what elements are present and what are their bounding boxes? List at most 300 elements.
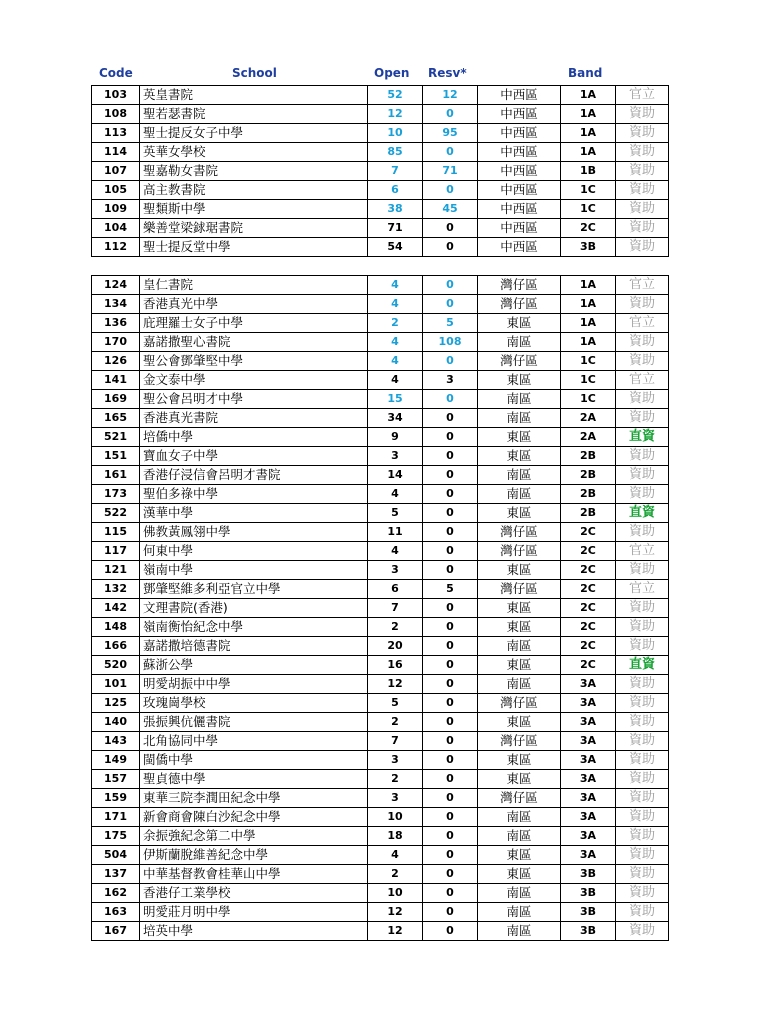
open-places-cell: 6 bbox=[368, 181, 423, 200]
reserved-places-cell: 5 bbox=[423, 580, 478, 599]
open-places-cell: 2 bbox=[368, 865, 423, 884]
school-code-cell: 132 bbox=[92, 580, 140, 599]
band-cell: 1A bbox=[561, 86, 616, 105]
reserved-places-cell: 0 bbox=[423, 732, 478, 751]
band-cell: 1A bbox=[561, 295, 616, 314]
reserved-places-cell: 0 bbox=[423, 504, 478, 523]
school-code-cell: 113 bbox=[92, 124, 140, 143]
school-name-cell: 閩僑中學 bbox=[140, 751, 368, 770]
school-type-cell: 官立 bbox=[616, 580, 669, 599]
school-name-cell: 嘉諾撒聖心書院 bbox=[140, 333, 368, 352]
table-row bbox=[92, 428, 669, 447]
school-name-cell: 寶血女子中學 bbox=[140, 447, 368, 466]
district-cell: 東區 bbox=[478, 656, 561, 675]
table-row bbox=[92, 162, 669, 181]
reserved-places-cell: 108 bbox=[423, 333, 478, 352]
reserved-places-cell: 0 bbox=[423, 276, 478, 295]
reserved-places-cell: 0 bbox=[423, 352, 478, 371]
open-places-cell: 10 bbox=[368, 884, 423, 903]
table-row bbox=[92, 238, 669, 257]
school-code-cell: 151 bbox=[92, 447, 140, 466]
district-cell: 灣仔區 bbox=[478, 542, 561, 561]
school-code-cell: 114 bbox=[92, 143, 140, 162]
school-code-cell: 169 bbox=[92, 390, 140, 409]
table-row bbox=[92, 561, 669, 580]
school-code-cell: 108 bbox=[92, 105, 140, 124]
band-cell: 2C bbox=[561, 580, 616, 599]
table-row bbox=[92, 143, 669, 162]
band-cell: 2C bbox=[561, 618, 616, 637]
school-code-cell: 173 bbox=[92, 485, 140, 504]
table-row bbox=[92, 922, 669, 941]
table-row bbox=[92, 770, 669, 789]
open-places-cell: 5 bbox=[368, 694, 423, 713]
reserved-places-cell: 0 bbox=[423, 238, 478, 257]
school-name-cell: 文理書院(香港) bbox=[140, 599, 368, 618]
school-type-cell: 官立 bbox=[616, 371, 669, 390]
open-places-cell: 3 bbox=[368, 447, 423, 466]
school-type-cell: 資助 bbox=[616, 694, 669, 713]
school-type-cell: 資助 bbox=[616, 200, 669, 219]
band-cell: 1C bbox=[561, 200, 616, 219]
school-type-cell: 資助 bbox=[616, 637, 669, 656]
district-cell: 東區 bbox=[478, 428, 561, 447]
reserved-places-cell: 0 bbox=[423, 675, 478, 694]
district-cell: 南區 bbox=[478, 333, 561, 352]
open-places-cell: 4 bbox=[368, 333, 423, 352]
column-header-resv: Resv* bbox=[428, 66, 467, 80]
school-name-cell: 聖士提反堂中學 bbox=[140, 238, 368, 257]
school-type-cell: 資助 bbox=[616, 903, 669, 922]
school-type-cell: 資助 bbox=[616, 827, 669, 846]
band-cell: 3B bbox=[561, 903, 616, 922]
band-cell: 2A bbox=[561, 409, 616, 428]
band-cell: 1C bbox=[561, 390, 616, 409]
open-places-cell: 6 bbox=[368, 580, 423, 599]
open-places-cell: 9 bbox=[368, 428, 423, 447]
school-code-cell: 149 bbox=[92, 751, 140, 770]
school-code-cell: 171 bbox=[92, 808, 140, 827]
reserved-places-cell: 0 bbox=[423, 637, 478, 656]
school-code-cell: 157 bbox=[92, 770, 140, 789]
school-name-cell: 佛教黃鳳翎中學 bbox=[140, 523, 368, 542]
school-code-cell: 112 bbox=[92, 238, 140, 257]
district-cell: 東區 bbox=[478, 846, 561, 865]
school-type-cell: 資助 bbox=[616, 162, 669, 181]
district-cell: 南區 bbox=[478, 466, 561, 485]
school-name-cell: 英華女學校 bbox=[140, 143, 368, 162]
district-cell: 中西區 bbox=[478, 105, 561, 124]
school-type-cell: 資助 bbox=[616, 219, 669, 238]
reserved-places-cell: 5 bbox=[423, 314, 478, 333]
school-code-cell: 109 bbox=[92, 200, 140, 219]
school-name-cell: 聖貞德中學 bbox=[140, 770, 368, 789]
district-cell: 灣仔區 bbox=[478, 276, 561, 295]
district-cell: 東區 bbox=[478, 865, 561, 884]
reserved-places-cell: 0 bbox=[423, 694, 478, 713]
school-name-cell: 聖士提反女子中學 bbox=[140, 124, 368, 143]
band-cell: 2C bbox=[561, 561, 616, 580]
reserved-places-cell: 0 bbox=[423, 542, 478, 561]
open-places-cell: 14 bbox=[368, 466, 423, 485]
open-places-cell: 85 bbox=[368, 143, 423, 162]
school-name-cell: 新會商會陳白沙紀念中學 bbox=[140, 808, 368, 827]
band-cell: 3B bbox=[561, 884, 616, 903]
table-row bbox=[92, 504, 669, 523]
district-cell: 南區 bbox=[478, 922, 561, 941]
open-places-cell: 2 bbox=[368, 713, 423, 732]
band-cell: 3A bbox=[561, 846, 616, 865]
column-header-school: School bbox=[232, 66, 277, 80]
table-row bbox=[92, 86, 669, 105]
band-cell: 3B bbox=[561, 238, 616, 257]
table-row bbox=[92, 713, 669, 732]
school-type-cell: 資助 bbox=[616, 523, 669, 542]
open-places-cell: 4 bbox=[368, 485, 423, 504]
open-places-cell: 11 bbox=[368, 523, 423, 542]
reserved-places-cell: 0 bbox=[423, 656, 478, 675]
table-row bbox=[92, 371, 669, 390]
district-cell: 東區 bbox=[478, 713, 561, 732]
school-name-cell: 庇理羅士女子中學 bbox=[140, 314, 368, 333]
band-cell: 1A bbox=[561, 124, 616, 143]
open-places-cell: 2 bbox=[368, 770, 423, 789]
reserved-places-cell: 0 bbox=[423, 409, 478, 428]
school-name-cell: 鄧肇堅維多利亞官立中學 bbox=[140, 580, 368, 599]
school-name-cell: 北角協同中學 bbox=[140, 732, 368, 751]
school-type-cell: 資助 bbox=[616, 922, 669, 941]
school-type-cell: 資助 bbox=[616, 124, 669, 143]
school-name-cell: 聖公會鄧肇堅中學 bbox=[140, 352, 368, 371]
table-row bbox=[92, 447, 669, 466]
school-name-cell: 聖若瑟書院 bbox=[140, 105, 368, 124]
school-name-cell: 漢華中學 bbox=[140, 504, 368, 523]
district-cell: 東區 bbox=[478, 770, 561, 789]
school-code-cell: 148 bbox=[92, 618, 140, 637]
band-cell: 3A bbox=[561, 694, 616, 713]
district-cell: 灣仔區 bbox=[478, 352, 561, 371]
district-cell: 南區 bbox=[478, 884, 561, 903]
reserved-places-cell: 0 bbox=[423, 922, 478, 941]
reserved-places-cell: 45 bbox=[423, 200, 478, 219]
table-row bbox=[92, 656, 669, 675]
table-row bbox=[92, 751, 669, 770]
school-code-cell: 101 bbox=[92, 675, 140, 694]
school-code-cell: 105 bbox=[92, 181, 140, 200]
school-code-cell: 159 bbox=[92, 789, 140, 808]
school-type-cell: 資助 bbox=[616, 713, 669, 732]
school-name-cell: 明愛莊月明中學 bbox=[140, 903, 368, 922]
school-code-cell: 167 bbox=[92, 922, 140, 941]
district-cell: 東區 bbox=[478, 371, 561, 390]
school-type-cell: 資助 bbox=[616, 409, 669, 428]
band-cell: 2A bbox=[561, 428, 616, 447]
school-type-cell: 官立 bbox=[616, 314, 669, 333]
district-cell: 東區 bbox=[478, 314, 561, 333]
school-type-cell: 資助 bbox=[616, 789, 669, 808]
table-row bbox=[92, 637, 669, 656]
table-row bbox=[92, 846, 669, 865]
district-cell: 東區 bbox=[478, 751, 561, 770]
district-cell: 南區 bbox=[478, 675, 561, 694]
school-type-cell: 資助 bbox=[616, 561, 669, 580]
band-cell: 2B bbox=[561, 504, 616, 523]
school-code-cell: 521 bbox=[92, 428, 140, 447]
band-cell: 2B bbox=[561, 466, 616, 485]
open-places-cell: 54 bbox=[368, 238, 423, 257]
table-row bbox=[92, 827, 669, 846]
open-places-cell: 18 bbox=[368, 827, 423, 846]
open-places-cell: 4 bbox=[368, 542, 423, 561]
district-cell: 南區 bbox=[478, 409, 561, 428]
open-places-cell: 4 bbox=[368, 371, 423, 390]
school-type-cell: 資助 bbox=[616, 675, 669, 694]
table-row bbox=[92, 200, 669, 219]
table-row bbox=[92, 485, 669, 504]
table-row bbox=[92, 694, 669, 713]
open-places-cell: 12 bbox=[368, 675, 423, 694]
district-cell: 南區 bbox=[478, 827, 561, 846]
school-code-cell: 520 bbox=[92, 656, 140, 675]
school-type-cell: 資助 bbox=[616, 390, 669, 409]
open-places-cell: 4 bbox=[368, 295, 423, 314]
open-places-cell: 71 bbox=[368, 219, 423, 238]
band-cell: 2B bbox=[561, 485, 616, 504]
table-row bbox=[92, 276, 669, 295]
school-code-cell: 175 bbox=[92, 827, 140, 846]
school-code-cell: 121 bbox=[92, 561, 140, 580]
reserved-places-cell: 95 bbox=[423, 124, 478, 143]
band-cell: 1B bbox=[561, 162, 616, 181]
school-name-cell: 玫瑰崗學校 bbox=[140, 694, 368, 713]
district-cell: 灣仔區 bbox=[478, 694, 561, 713]
school-type-cell: 資助 bbox=[616, 599, 669, 618]
school-name-cell: 高主教書院 bbox=[140, 181, 368, 200]
reserved-places-cell: 0 bbox=[423, 865, 478, 884]
open-places-cell: 7 bbox=[368, 599, 423, 618]
school-code-cell: 141 bbox=[92, 371, 140, 390]
school-type-cell: 直資 bbox=[616, 504, 669, 523]
district-cell: 中西區 bbox=[478, 143, 561, 162]
school-table-central-western bbox=[91, 85, 669, 257]
school-type-cell: 資助 bbox=[616, 105, 669, 124]
school-code-cell: 163 bbox=[92, 903, 140, 922]
column-header-code: Code bbox=[99, 66, 133, 80]
school-name-cell: 東華三院李潤田紀念中學 bbox=[140, 789, 368, 808]
band-cell: 3A bbox=[561, 808, 616, 827]
band-cell: 2C bbox=[561, 599, 616, 618]
band-cell: 3A bbox=[561, 675, 616, 694]
table-row bbox=[92, 466, 669, 485]
open-places-cell: 4 bbox=[368, 276, 423, 295]
band-cell: 1A bbox=[561, 333, 616, 352]
table-row bbox=[92, 542, 669, 561]
reserved-places-cell: 0 bbox=[423, 713, 478, 732]
district-cell: 中西區 bbox=[478, 238, 561, 257]
school-type-cell: 資助 bbox=[616, 732, 669, 751]
table-row bbox=[92, 580, 669, 599]
school-name-cell: 明愛胡振中中學 bbox=[140, 675, 368, 694]
district-cell: 東區 bbox=[478, 561, 561, 580]
table-row bbox=[92, 219, 669, 238]
reserved-places-cell: 0 bbox=[423, 219, 478, 238]
table-row bbox=[92, 390, 669, 409]
reserved-places-cell: 0 bbox=[423, 789, 478, 808]
band-cell: 2C bbox=[561, 523, 616, 542]
open-places-cell: 12 bbox=[368, 105, 423, 124]
open-places-cell: 4 bbox=[368, 846, 423, 865]
school-type-cell: 資助 bbox=[616, 143, 669, 162]
band-cell: 1C bbox=[561, 181, 616, 200]
district-cell: 東區 bbox=[478, 599, 561, 618]
district-cell: 南區 bbox=[478, 808, 561, 827]
school-name-cell: 樂善堂梁銶琚書院 bbox=[140, 219, 368, 238]
school-code-cell: 166 bbox=[92, 637, 140, 656]
reserved-places-cell: 0 bbox=[423, 105, 478, 124]
open-places-cell: 52 bbox=[368, 86, 423, 105]
reserved-places-cell: 0 bbox=[423, 903, 478, 922]
school-code-cell: 136 bbox=[92, 314, 140, 333]
table-row bbox=[92, 884, 669, 903]
band-cell: 1A bbox=[561, 314, 616, 333]
reserved-places-cell: 0 bbox=[423, 181, 478, 200]
school-name-cell: 中華基督教會桂華山中學 bbox=[140, 865, 368, 884]
table-row bbox=[92, 105, 669, 124]
district-cell: 東區 bbox=[478, 504, 561, 523]
open-places-cell: 10 bbox=[368, 808, 423, 827]
school-name-cell: 何東中學 bbox=[140, 542, 368, 561]
reserved-places-cell: 0 bbox=[423, 599, 478, 618]
school-table-hk-island bbox=[91, 275, 669, 941]
band-cell: 3A bbox=[561, 789, 616, 808]
band-cell: 3A bbox=[561, 770, 616, 789]
district-cell: 南區 bbox=[478, 390, 561, 409]
district-cell: 中西區 bbox=[478, 162, 561, 181]
school-name-cell: 英皇書院 bbox=[140, 86, 368, 105]
district-cell: 中西區 bbox=[478, 181, 561, 200]
band-cell: 2C bbox=[561, 542, 616, 561]
reserved-places-cell: 0 bbox=[423, 523, 478, 542]
open-places-cell: 16 bbox=[368, 656, 423, 675]
school-name-cell: 嶺南中學 bbox=[140, 561, 368, 580]
district-cell: 中西區 bbox=[478, 124, 561, 143]
district-cell: 灣仔區 bbox=[478, 295, 561, 314]
reserved-places-cell: 0 bbox=[423, 390, 478, 409]
reserved-places-cell: 0 bbox=[423, 618, 478, 637]
district-cell: 中西區 bbox=[478, 86, 561, 105]
band-cell: 1A bbox=[561, 276, 616, 295]
school-code-cell: 124 bbox=[92, 276, 140, 295]
school-type-cell: 官立 bbox=[616, 86, 669, 105]
band-cell: 3A bbox=[561, 751, 616, 770]
reserved-places-cell: 3 bbox=[423, 371, 478, 390]
school-code-cell: 137 bbox=[92, 865, 140, 884]
reserved-places-cell: 0 bbox=[423, 561, 478, 580]
school-type-cell: 官立 bbox=[616, 276, 669, 295]
reserved-places-cell: 0 bbox=[423, 428, 478, 447]
band-cell: 2C bbox=[561, 637, 616, 656]
school-name-cell: 聖伯多祿中學 bbox=[140, 485, 368, 504]
school-type-cell: 資助 bbox=[616, 846, 669, 865]
reserved-places-cell: 0 bbox=[423, 770, 478, 789]
school-type-cell: 資助 bbox=[616, 352, 669, 371]
open-places-cell: 5 bbox=[368, 504, 423, 523]
school-code-cell: 107 bbox=[92, 162, 140, 181]
school-code-cell: 103 bbox=[92, 86, 140, 105]
open-places-cell: 2 bbox=[368, 618, 423, 637]
school-type-cell: 資助 bbox=[616, 751, 669, 770]
reserved-places-cell: 0 bbox=[423, 447, 478, 466]
school-type-cell: 資助 bbox=[616, 238, 669, 257]
table-row bbox=[92, 675, 669, 694]
reserved-places-cell: 0 bbox=[423, 846, 478, 865]
school-name-cell: 嶺南衡怡紀念中學 bbox=[140, 618, 368, 637]
school-code-cell: 126 bbox=[92, 352, 140, 371]
reserved-places-cell: 0 bbox=[423, 827, 478, 846]
school-code-cell: 504 bbox=[92, 846, 140, 865]
reserved-places-cell: 0 bbox=[423, 884, 478, 903]
school-type-cell: 資助 bbox=[616, 618, 669, 637]
band-cell: 1C bbox=[561, 352, 616, 371]
school-name-cell: 培英中學 bbox=[140, 922, 368, 941]
reserved-places-cell: 12 bbox=[423, 86, 478, 105]
school-type-cell: 資助 bbox=[616, 447, 669, 466]
school-type-cell: 資助 bbox=[616, 884, 669, 903]
band-cell: 2C bbox=[561, 656, 616, 675]
reserved-places-cell: 0 bbox=[423, 143, 478, 162]
open-places-cell: 4 bbox=[368, 352, 423, 371]
school-name-cell: 香港仔工業學校 bbox=[140, 884, 368, 903]
district-cell: 中西區 bbox=[478, 219, 561, 238]
school-type-cell: 直資 bbox=[616, 656, 669, 675]
school-name-cell: 蘇浙公學 bbox=[140, 656, 368, 675]
district-cell: 東區 bbox=[478, 618, 561, 637]
open-places-cell: 34 bbox=[368, 409, 423, 428]
table-row bbox=[92, 295, 669, 314]
table-row bbox=[92, 808, 669, 827]
table-row bbox=[92, 314, 669, 333]
school-name-cell: 金文泰中學 bbox=[140, 371, 368, 390]
school-code-cell: 170 bbox=[92, 333, 140, 352]
table-row bbox=[92, 124, 669, 143]
school-code-cell: 143 bbox=[92, 732, 140, 751]
school-name-cell: 聖類斯中學 bbox=[140, 200, 368, 219]
school-type-cell: 資助 bbox=[616, 466, 669, 485]
district-cell: 灣仔區 bbox=[478, 732, 561, 751]
open-places-cell: 2 bbox=[368, 314, 423, 333]
band-cell: 3B bbox=[561, 922, 616, 941]
open-places-cell: 38 bbox=[368, 200, 423, 219]
open-places-cell: 3 bbox=[368, 751, 423, 770]
school-type-cell: 資助 bbox=[616, 865, 669, 884]
district-cell: 灣仔區 bbox=[478, 523, 561, 542]
district-cell: 南區 bbox=[478, 485, 561, 504]
district-cell: 灣仔區 bbox=[478, 789, 561, 808]
band-cell: 1A bbox=[561, 143, 616, 162]
school-code-cell: 140 bbox=[92, 713, 140, 732]
school-name-cell: 伊斯蘭脫維善紀念中學 bbox=[140, 846, 368, 865]
school-type-cell: 官立 bbox=[616, 542, 669, 561]
reserved-places-cell: 0 bbox=[423, 295, 478, 314]
school-name-cell: 香港真光書院 bbox=[140, 409, 368, 428]
table-row bbox=[92, 523, 669, 542]
table-row bbox=[92, 352, 669, 371]
school-code-cell: 125 bbox=[92, 694, 140, 713]
open-places-cell: 20 bbox=[368, 637, 423, 656]
open-places-cell: 7 bbox=[368, 732, 423, 751]
table-row bbox=[92, 903, 669, 922]
table-row bbox=[92, 333, 669, 352]
